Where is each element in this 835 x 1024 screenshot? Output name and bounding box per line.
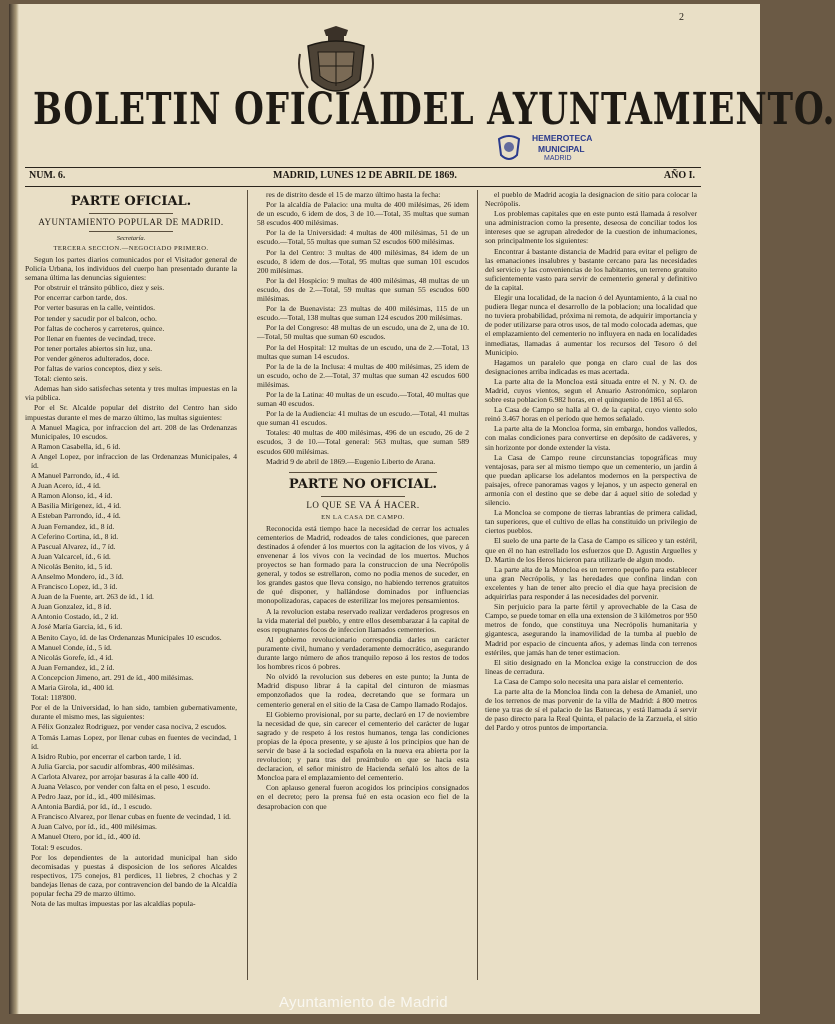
list-item: A Angel Lopez, por infraccion de las Ordenanzas Municipales, 4 íd. (31, 451, 237, 470)
paragraph: La parte alta de la Moncloa forma, sin embargo, hondos valledos, con malas condiciones para convertirse en depósito de cadáveres, y sin horizonte por donde extender la vista. (485, 424, 697, 452)
issue-year: AÑO I. (663, 170, 695, 181)
list-item: A Manuel Otero, por íd., íd., 400 íd. (31, 832, 141, 842)
newspaper-page (9, 4, 835, 1014)
stamp-line-2: MUNICIPAL (538, 144, 585, 154)
list-item: A Antonio Costado, íd., 2 íd. (31, 612, 119, 622)
list-item: A Pascual Alvarez, íd., 7 íd. (31, 541, 116, 551)
list-item: A José María Garcia, íd., 6 íd. (31, 622, 123, 632)
paragraph-group (257, 524, 469, 811)
paragraph: La parte alta de la Moncloa es un terreno pequeño para establecer una gran Necrópolis, y las heredades que confina lindan con excelentes y han de tener alto precio el dia que haya precision de adquirirlas para responder á las necesidades del porvenir. (485, 564, 697, 602)
paragraph: La Casa de Campo reune circunstancias topográficas muy ventajosas, para ser al mismo tiempo que un cementerio, un jardin á que puedan aplicarse los adelantos modernos en la perspectiva de paisajes, ofrece panoramas vagos y lejanos, y un aspecto general en armonía con el destino que se debe dar á aquel sitio de soledad y silencio. (485, 452, 697, 508)
paragraph-group (485, 190, 697, 732)
paragraph: Hagamos un paralelo que ponga en claro cual de las dos designaciones arriba indicadas es mas acertada. (485, 357, 697, 376)
list-item: Total: 9 escudos. (31, 842, 83, 852)
list-item: Por el de la Universidad, lo han sido, tambien gubernativamente, durante el mismo mes, las siguientes: (31, 703, 237, 722)
dateline (25, 170, 701, 186)
list-item: A Carlota Alvarez, por arrojar basuras á la calle 400 íd. (31, 771, 199, 781)
paragraph: Por la de la Latina: 40 multas de un escudo.—Total, 40 multas que suman 40 escudos. (257, 389, 469, 409)
paragraph: Por la del Congreso: 48 multas de un escudo, una de 2, una de 10.—Total, 50 multas que suman 60 escudos. (257, 323, 469, 342)
subsection-heading: AYUNTAMIENTO POPULAR DE MADRID. (38, 217, 224, 227)
issue-number: NUM. 6. (29, 170, 66, 181)
paragraph-group (25, 255, 237, 422)
watermark: Ayuntamiento de Madrid (279, 994, 448, 1011)
list-item: A Julia Garcia, por sacudir alfombras, 400 milésimas. (31, 761, 195, 771)
list-item: A Félix Gonzalez Rodriguez, por vender casa nociva, 2 escudos. (31, 722, 227, 732)
paragraph: Por la alcaldía de Palacio: una multa de 400 milésimas, 26 idem de un escudo, 6 idem de dos, 3 de 10.—Total, 35 multas que suman 58 escudos 400 milésimas. (257, 200, 469, 228)
issue-date: MADRID, LUNES 12 DE ABRIL DE 1869. (273, 170, 457, 181)
paragraph: Segun los partes diarios comunicados por el Visitador general de Policía Urbana, los individuos del cuerpo han presentado durante la semana última las denuncias siguientes: (25, 255, 237, 283)
list-item: Por los dependientes de la autoridad municipal han sido decomisadas y puestas á disposicion de los señores Alcaldes respectivos, 175 conejos, 81 perdices, 11 liebres, 2 chochas y 2 bandejas llenas de caza, por contravencion del bando de la Alcaldía popular fecha 29 de marzo último. (31, 852, 237, 898)
paragraph: El sitio designado en la Moncloa exige la construccion de dos líneas de cerradura. (485, 657, 697, 676)
paragraph: La parte alta de la Moncloa linda con la dehesa de Amaniel, uno de los terrenos de mas porvenir de la villa de Madrid: á 800 metros tiene ya tras de sí el palacio de las Batuecas, y está llamada á servir de paso directo para la Real Quinta, el palacio de la Zarzuela, el sitio del Pardo y otros puntos de importancia. (485, 686, 697, 733)
column-divider (247, 190, 248, 980)
paragraph: Por la de la de la Inclusa: 4 multas de 400 milésimas, 25 idem de un escudo, ocho de 2.—Total, 37 multas que suman 42 escudos 600 milésimas. (257, 361, 469, 389)
column-1 (25, 190, 237, 980)
paragraph: Por llenar en fuentes de vecindad, trece. (34, 333, 156, 343)
paragraph: Sin perjuicio para la parte fértil y aprovechable de la Casa de Campo, se puede tomar en ella una extension de 3 kilómetros por 950 metros de fondo, que constituya una Necrópolis humanitaria y gigantesca, asegurando la inamovilidad de la tumba al pueblo de Madrid por espacio de cincuenta años, y ademas linda con terrenos estériles, que jamás han de tener estimacion. (485, 602, 697, 657)
list-item: A Ceferino Cortina, íd., 8 íd. (31, 531, 119, 541)
paragraph: Los problemas capitales que en este punto está llamada á resolver una administracion como la presente, deseosa de conciliar todos los intereses que se agrupan alrededor de la cuestion de inhumaciones, son principalmente los siguientes: (485, 209, 697, 246)
column-divider (477, 190, 478, 980)
paragraph: Por faltas de varios conceptos, diez y seis. (34, 364, 163, 374)
paragraph: No olvidó la revolucion sus deberes en este punto; la Junta de Madrid dispuso librar á la capital del cinturon de miasmas emponzoñados que la rodea, decretando que se formara un cementerio general en el sitio de la Casa de Campo llamado Rodajos. (257, 672, 469, 709)
paragraph: Por faltas de cocheros y carreteros, quince. (34, 323, 165, 333)
divider (89, 213, 174, 214)
paragraph: el pueblo de Madrid acogia la designacion de sitio para colocar la Necrópolis. (485, 190, 697, 209)
paragraph: Por la del Hospicio: 9 multas de 400 milésimas, 48 multas de un escudo, dos de 2.—Total, 59 multas que suman 55 escudos 600 milésimas. (257, 275, 469, 304)
list-item: A Anselmo Mondero, íd., 3 íd. (31, 572, 124, 581)
list-item: A Juan Acero, íd., 4 íd. (31, 481, 101, 491)
paragraph: Con aplauso general fueron acogidos los principios consignados en el decreto; pero la prensa fué en esta ocasion eco fiel de la desaprobacion con que (257, 783, 469, 811)
list-item: A Basilia Mirígenez, íd., 4 íd. (31, 501, 122, 511)
header-rule-bottom (25, 186, 701, 187)
list-item: A Francisco Alvarez, por llenar cubas en fuente de vecindad, 1 íd. (31, 812, 231, 822)
paragraph: Por vender géneros adulterados, doce. (34, 353, 150, 363)
list-item: A Maria Girola, íd., 400 íd. (31, 683, 114, 693)
list-item: A Concepcion Jimeno, art. 291 de íd., 400 milésimas. (31, 672, 194, 682)
list-item: A Juan Gonzalez, íd., 8 íd. (31, 602, 112, 612)
paragraph-group (257, 190, 469, 466)
list-item: A Nicolás Gorefe, íd., 4 íd. (31, 652, 114, 662)
list-item: A Juan Calvo, por íd., íd., 400 milésimas. (31, 822, 157, 832)
list-item: A Ramon Alonso, íd., 4 íd. (31, 491, 113, 501)
department-label: TERCERA SECCION.—NEGOCIADO PRIMERO. (53, 245, 209, 252)
paragraph: A la revolucion estaba reservado realizar verdaderos progresos en la vida material del pueblo, y entre ellos desembarazar á la capital de esos repugnantes focos de infeccion llamados cementerios. (257, 606, 469, 634)
paragraph: Total: ciento seis. (34, 374, 88, 384)
list-item: A Manuel Conde, íd., 5 íd. (31, 642, 112, 652)
list-item: A Juan Fernandez, íd., 8 íd. (31, 521, 115, 531)
paragraph: res de distrito desde el 15 de marzo último hasta la fecha: (266, 190, 441, 199)
list-item: Total: 118'800. (31, 693, 77, 703)
list-item: A Tomás Lamas Lopez, por llenar cubas en fuentes de vecindad, 1 íd. (31, 732, 237, 751)
paragraph: Por obstruir el tránsito público, diez y seis. (34, 283, 165, 293)
paragraph: Por encerrar carbon tarde, dos. (34, 293, 128, 303)
paragraph: Por tener portales abiertos sin luz, una. (34, 343, 153, 353)
list-item: A Manuel Magica, por infraccion del art. 208 de las Ordenanzas Municipales, 10 escudos. (31, 422, 237, 441)
stamp-line-1: HEMEROTECA (532, 133, 593, 143)
paragraph: Por tender y sacudir por el balcon, ocho. (34, 313, 157, 323)
list-item: A Juana Velasco, por vender con falta en el peso, 1 escudo. (31, 781, 211, 791)
paragraph: El suelo de una parte de la Casa de Campo es silíceo y tan estéril, que en él no han estrellado los esfuerzos que D. Agustin Arguelles y D. Martin de los Heros hicieron para utilizarle de algun modo. (485, 536, 697, 564)
fine-list (25, 423, 237, 909)
list-item: A Nicolás Benito, íd., 5 íd. (31, 561, 113, 571)
paragraph: Por la de la Audiencia: 41 multas de un escudo.—Total, 41 multas que suman 41 escudos. (257, 409, 469, 428)
list-item: A Juan Fernandez, íd., 2 íd. (31, 662, 115, 672)
section-heading: PARTE OFICIAL. (70, 194, 192, 209)
column-3 (485, 190, 697, 980)
paragraph: Al gobierno revolucionario correspondia darles un carácter puramente civil, humano y verdaderamente democrático, asegurando durante largo número de años tranquilo reposo á los restos de todos los hombres ricos ó pobres. (257, 634, 469, 672)
paragraph: Por verter basuras en la calle, veintidos. (34, 303, 156, 313)
paragraph: La Moncloa se compone de tierras labrantías de primera calidad, tan superiores, que el cultivo de ellas ha constituido un privilegio de ciertos pueblos. (485, 508, 697, 536)
divider (289, 472, 437, 473)
binding-spine (9, 4, 19, 1014)
masthead-title-left: BOLETIN OFICIAL (33, 84, 404, 135)
divider (321, 496, 406, 497)
list-item: A Manuel Parrondo, íd., 4 íd. (31, 471, 120, 481)
list-item: A Isidro Rubio, por encerrar el carbon tarde, 1 íd. (31, 751, 182, 761)
list-item: A Esteban Parrondo, íd., 4 íd. (31, 511, 121, 521)
paragraph: Madrid 9 de abril de 1869.—Eugenio Liberto de Arana. (266, 456, 436, 466)
section-heading: PARTE NO OFICIAL. (288, 476, 438, 492)
office-label: Secretaría. (116, 235, 146, 242)
paragraph: Por la del Centro: 3 multas de 400 milésimas, 84 idem de un escudo, 8 idem de dos.—Total, 95 multas que suman 101 escudos 200 milésimas. (257, 247, 469, 275)
paragraph: La parte alta de la Moncloa está situada entre el N. y N. O. de Madrid, cuyos vientos, segun el Anuario Astronómico, soplaron sobre esta poblacion 6.982 horas, en el quinquenio de 1861 al 65. (485, 376, 697, 405)
paragraph: Ademas han sido satisfechas setenta y tres multas impuestas en la via pública. (25, 384, 237, 403)
page-number: 2 (679, 12, 684, 23)
paragraph: Por el Sr. Alcalde popular del distrito del Centro han sido impuestas durante el mes de marzo último, las multas siguientes: (25, 403, 237, 422)
paragraph: Reconocida está tiempo hace la necesidad de cerrar los actuales cementerios de Madrid, rodeados de tales condiciones, que parecen destinados á ofender á los muertos con la agitacion de los vivos, y á envenenar á los vivos con la vecindad de los muertos. Muchos proyectos se han formado para la construccion de una Necrópolis general, y todos se estrellaron, como no podia menos de suceder, en los grandes gastos que lleva consigo, no habiendo terrenos gratuitos de qué disponer, y hallándose dominados por influencias monopolizadoras, capaces de esterilizar los mejores pensamientos. (257, 523, 469, 606)
list-item: A Juan de la Fuente, art. 263 de íd., 1 íd. (31, 592, 154, 602)
list-item: A Juan Valcarcel, íd., 6 íd. (31, 551, 111, 561)
list-item: A Benito Cayo, íd. de las Ordenanzas Municipales 10 escudos. (31, 632, 222, 642)
paragraph: La Casa de Campo solo necesita una para aislar el cementerio. (494, 676, 684, 686)
stamp-line-3: MADRID (544, 155, 572, 162)
paragraph: Por la de la Universidad: 4 multas de 400 milésimas, 51 de un escudo.—Total, 55 multas que suman 52 escudos 600 milésimas. (257, 228, 469, 247)
paragraph: Por la del Hospital: 12 multas de un escudo, una de 2.—Total, 13 multas que suman 14 escudos. (257, 342, 469, 361)
paragraph: Por la de Buenavista: 23 multas de 400 milésimas, 115 de un escudo.—Total, 138 multas que suman 124 escudos 200 milésimas. (257, 304, 469, 323)
header-rule-top (25, 167, 701, 168)
paragraph: Encontrar á bastante distancia de Madrid para evitar el peligro de las emanaciones insalubres y bastante cercano para las necesidades del servicio y las conveniencias de los habitantes, un terreno gratuito suficientemente vasto para servir de cementerio general y definitivo de la capital. (485, 246, 697, 292)
masthead-title-right: DEL AYUNTAMIENTO. (392, 84, 835, 135)
paragraph: La Casa de Campo se halla al O. de la capital, cuyo viento solo reinó 3.467 horas en el período que hemos señalado. (485, 405, 697, 424)
paragraph: Totales: 40 multas de 400 milésimas, 496 de un escudo, 26 de 2 escudos, 3 de 10.—Total general: 563 multas, que suman 589 escudos 600 milésimas. (257, 428, 469, 456)
list-item: Nota de las multas impuestas por las alcaldías popula- (31, 899, 196, 909)
list-item: A Ramon Casabella, íd., 6 íd. (31, 441, 121, 451)
list-item: A Pedro Jaaz, por íd., íd., 400 milésimas. (31, 792, 156, 802)
column-2 (257, 190, 469, 980)
paragraph: El Gobierno provisional, por su parte, declaró en 17 de noviembre la necesidad de que, sin carecer el cementerio del carácter de lugar sagrado y de respeto á los restos humanos, tenga las condiciones propias de la época presente, y se ajuste á los principios que han de servir de base á la sociedad española en la nueva era abierta por la revolucion; y para tras del preámbulo en que se hacia esta declaracion, el señor ministro de Hacienda señaló los altos de la Moncloa para el emplazamiento del cementerio. (257, 709, 469, 783)
list-item: A Francisco Lopez, íd., 3 íd. (31, 582, 118, 592)
seal-icon (496, 133, 522, 163)
paragraph: Elegir una localidad, de la nacion ó del Ayuntamiento, á la cual no pudiera llegar nunca el desarrollo de la poblacion; una localidad que no tuviera probabilidad, próxima ni remota, de adquirir importancia y de poder utilizarse para otros usos, de tal modo colocada ademas, que el emplazamiento del cementerio no influyera en nada en localidades inmediatas, llamadas á aumentar los recursos del Tesoro ó del Municipio. (485, 293, 697, 357)
list-item: A Antonia Bardiá, por íd., íd., 1 escudo. (31, 802, 152, 812)
divider (89, 231, 174, 232)
article-title: LO QUE SE VA Á HACER. (306, 499, 420, 510)
article-subtitle: EN LA CASA DE CAMPO. (321, 513, 405, 521)
